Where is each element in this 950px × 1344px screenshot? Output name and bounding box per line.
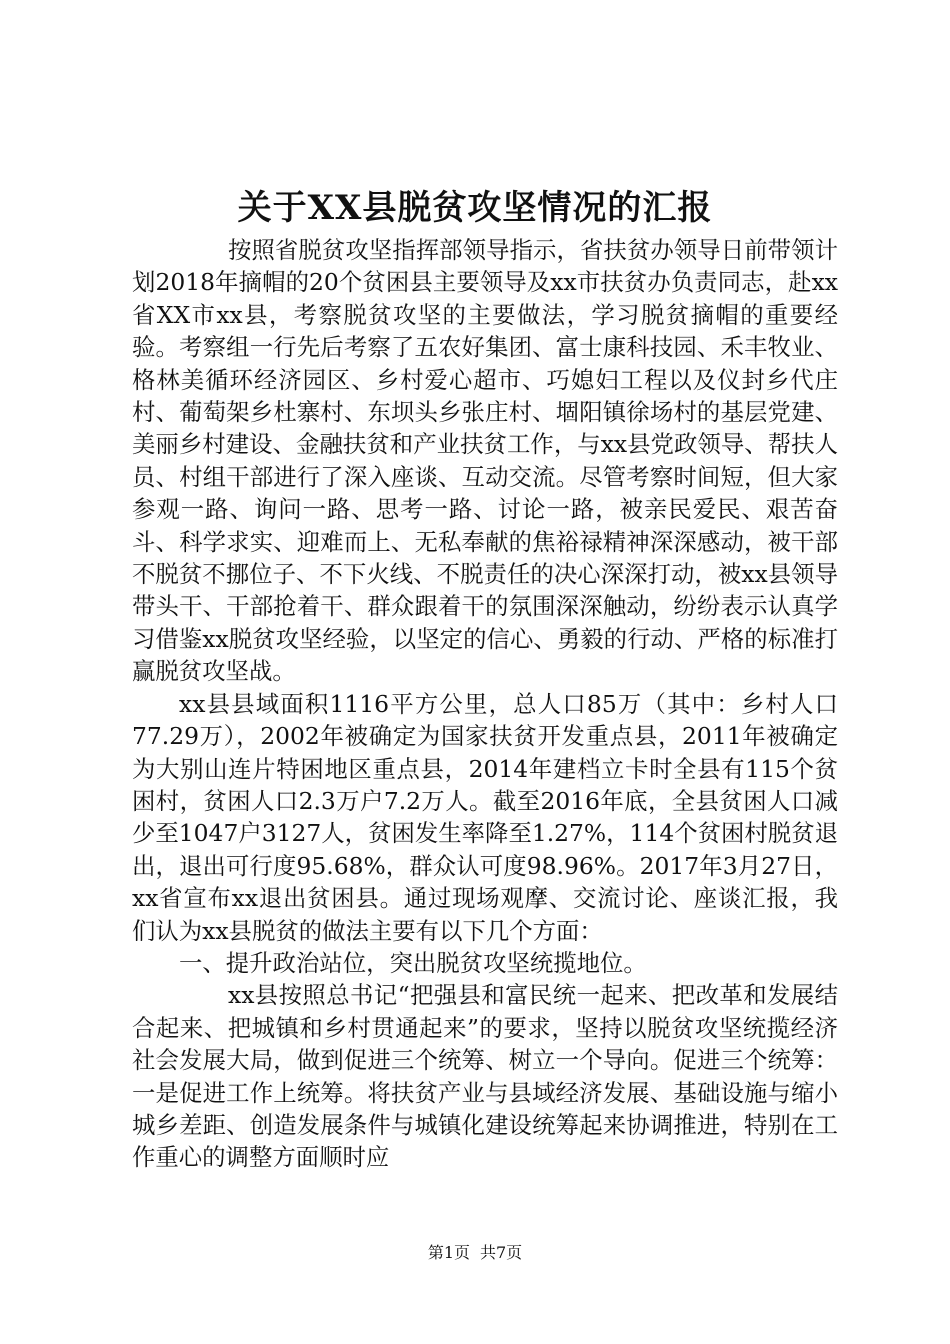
document-body (132, 234, 838, 1174)
page-number: 第1页 (427, 1243, 470, 1262)
page-footer (0, 1242, 950, 1264)
document-title: 关于XX县脱贫攻坚情况的汇报 (237, 188, 713, 228)
page-total: 共7页 (480, 1243, 523, 1262)
paragraph-county-overview: xx县县域面积1116平方公里，总人口85万（其中：乡村人口77.29万），2002年被确定为国家扶贫开发重点县，2011年被确定为大别山连片特困地区重点县，2014年建档立卡时全县有115个贫困村，贫困人口2.3万户7.2万人。截至2016年底，全县贫困人口减少至1047户3127人，贫困发生率降至1.27%，114个贫困村脱贫退出，退出可行度95.68%，群众认可度98.96%。2017年3月27日，xx省宣布xx退出贫困县。通过现场观摩、交流讨论、座谈汇报，我们认为xx县脱贫的做法主要有以下几个方面： (132, 689, 838, 945)
paragraph-intro: 按照省脱贫攻坚指挥部领导指示，省扶贫办领导日前带领计划2018年摘帽的20个贫困县主要领导及xx市扶贫办负责同志，赴xx省XX市xx县，考察脱贫攻坚的主要做法，学习脱贫摘帽的重要经验。考察组一行先后考察了五农好集团、富士康科技园、禾丰牧业、格林美循环经济园区、乡村爱心超市、巧媳妇工程以及仪封乡代庄村、葡萄架乡杜寨村、东坝头乡张庄村、堌阳镇徐场村的基层党建、美丽乡村建设、金融扶贫和产业扶贫工作，与xx县党政领导、帮扶人员、村组干部进行了深入座谈、互动交流。尽管考察时间短，但大家参观一路、询问一路、思考一路、讨论一路，被亲民爱民、艰苦奋斗、科学求实、迎难而上、无私奉献的焦裕禄精神深深感动，被干部不脱贫不挪位子、不下火线、不脱责任的决心深深打动，被xx县领导带头干、干部抢着干、群众跟着干的氛围深深触动，纷纷表示认真学习借鉴xx脱贫攻坚经验，以坚定的信心、勇毅的行动、严格的标准打赢脱贫攻坚战。 (132, 236, 838, 686)
section-heading-1: 一、提升政治站位，突出脱贫攻坚统揽地位。 (179, 948, 647, 977)
paragraph-section-1: xx县按照总书记“把强县和富民统一起来、把改革和发展结合起来、把城镇和乡村贯通起来”的要求，坚持以脱贫攻坚统揽经济社会发展大局，做到促进三个统筹、树立一个导向。促进三个统筹：一是促进工作上统筹。将扶贫产业与县域经济发展、基础设施与缩小城乡差距、创造发展条件与城镇化建设统筹起来协调推进，特别在工作重心的调整方面顺时应 (132, 981, 838, 1172)
